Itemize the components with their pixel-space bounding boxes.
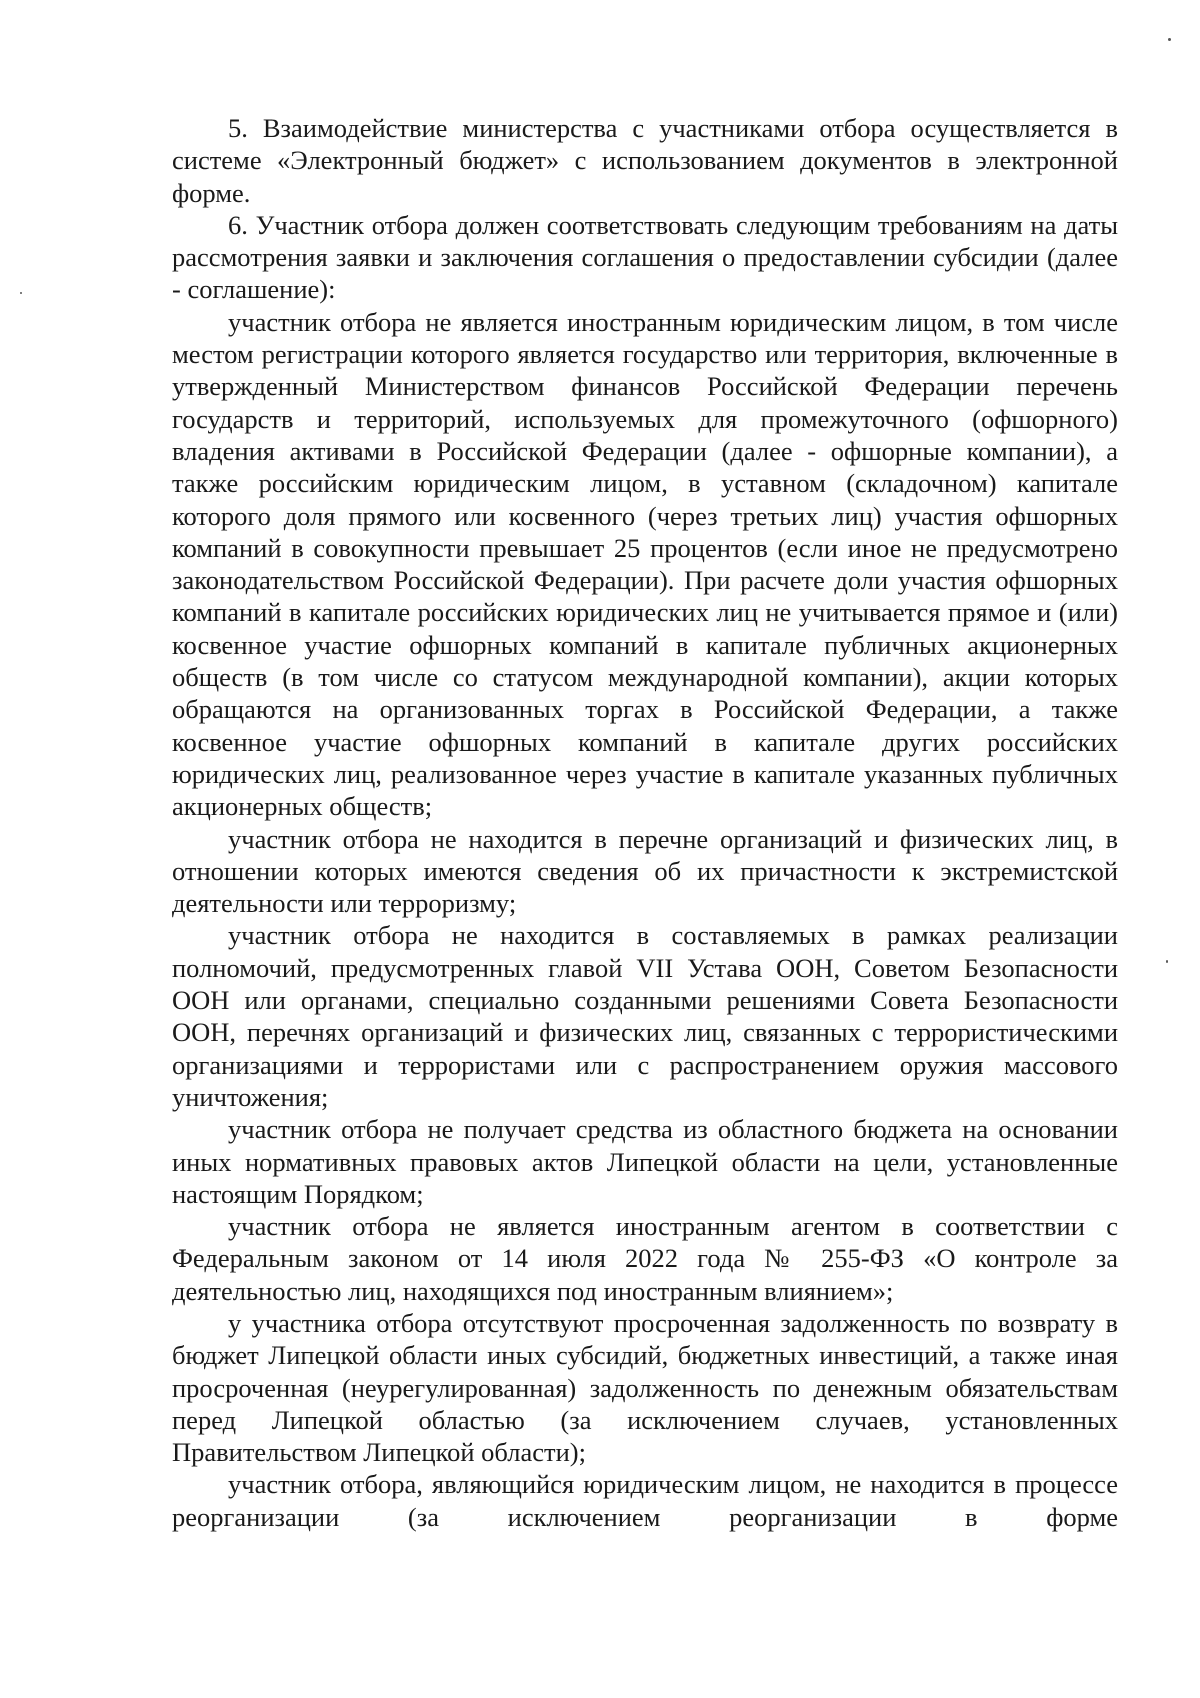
requirement-no-other-funds: участник отбора не получает средства из областного бюджета на основании иных нормативных правовых актов Липецкой области на цели, установленные настоящим Порядком;: [172, 1114, 1118, 1209]
paragraph-5: 5. Взаимодействие министерства с участниками отбора осуществляется в системе «Электронный бюджет» с использованием документов в электронной форме.: [172, 113, 1118, 208]
scan-speck: [1168, 38, 1171, 41]
requirement-reorganization: участник отбора, являющийся юридическим лицом, не находится в процессе реорганизации (за исключением реорганизации в форме: [172, 1469, 1118, 1532]
requirement-extremism: участник отбора не находится в перечне организаций и физических лиц, в отношении которых имеются сведения об их причастности к экстремистской деятельности или терроризму;: [172, 823, 1118, 919]
scan-speck: [1166, 960, 1168, 963]
requirement-no-debt: у участника отбора отсутствуют просроченная задолженность по возврату в бюджет Липецкой области иных субсидий, бюджетных инвестиций, а также иная просроченная (неурегулированная) задолженность по денежным обязательствам перед Липецкой областью (за исключением случаев, установленных Правительством Липецкой области);: [172, 1307, 1118, 1468]
scan-speck: [20, 292, 22, 294]
requirement-foreign-agent: участник отбора не является иностранным агентом в соответствии с Федеральным законом от 14 июля 2022 года № 255-ФЗ «О контроле за деятельностью лиц, находящихся под иностранным влиянием»;: [172, 1211, 1118, 1306]
requirement-un-lists: участник отбора не находится в составляемых в рамках реализации полномочий, предусмотренных главой VII Устава ООН, Советом Безопасности ООН или органами, специально созданными решениями Совета Безопасности ООН, перечнях организаций и физических лиц, связанных с террористическими организациями и террористами или с распространением оружия массового уничтожения;: [172, 920, 1118, 1112]
requirement-offshore: участник отбора не является иностранным юридическим лицом, в том числе местом регистрации которого является государство или территория, включенные в утвержденный Министерством финансов Российской Федерации перечень государств и территорий, используемых для промежуточного (офшорного) владения активами в Российской Федерации (далее - офшорные компании), а также российским юридическим лицом, в уставном (складочном) капитале которого доля прямого или косвенного (через третьих лиц) участия офшорных компаний в совокупности превышает 25 процентов (если иное не предусмотрено законодательством Российской Федерации). При расчете доли участия офшорных компаний в капитале российских юридических лиц не учитывается прямое и (или) косвенное участие офшорных компаний в капитале публичных акционерных обществ (в том числе со статусом международной компании), акции которых обращаются на организованных торгах в Российской Федерации, а также косвенное участие офшорных компаний в капитале других российских юридических лиц, реализованное через участие в капитале указанных публичных акционерных обществ;: [172, 306, 1118, 822]
document-body: [172, 112, 1118, 1533]
paragraph-6: 6. Участник отбора должен соответствовать следующим требованиям на даты рассмотрения заявки и заключения соглашения о предоставлении субсидии (далее - соглашение):: [172, 209, 1118, 305]
